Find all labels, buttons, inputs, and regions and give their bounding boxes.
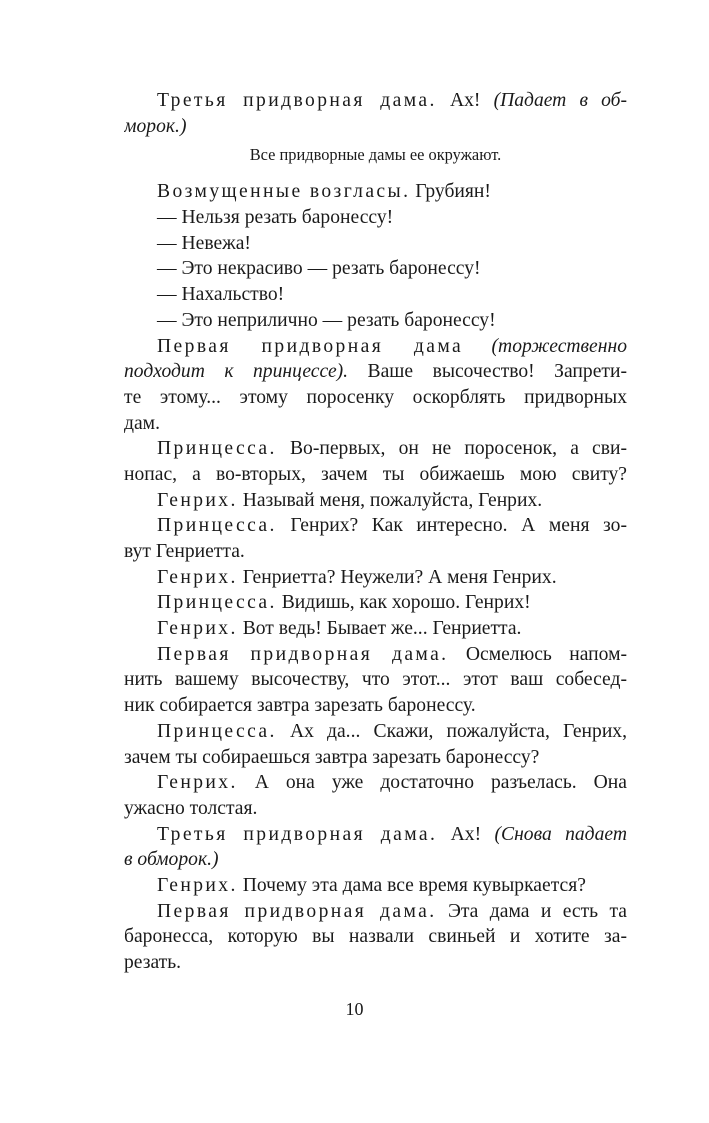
text-line [124,205,627,231]
line-text: Эта дама и есть та [436,900,627,922]
line-text: Ах! [436,90,494,111]
text-line [124,488,627,514]
speaker-name: Генрих. [157,874,238,896]
text-line [124,308,627,334]
spacer [124,171,627,179]
text-line [124,873,627,899]
speaker-name: Генрих. [157,489,238,511]
line-text: Почему эта дама все время кувыркается? [237,874,586,896]
line-text: — Это некрасиво — резать баронессу! [157,258,481,280]
line-text: резать. [124,952,182,973]
line-text [463,336,491,357]
text-line [124,539,627,565]
stage-remark: подходит к принцессе). [124,361,349,383]
line-text: нопас, а во-вторых, зачем ты обижаешь мою свиту? [124,463,627,485]
speaker-name: Третья придворная дама. [157,823,438,845]
speaker-name: Первая придворная дама. [157,643,449,665]
speaker-name: Генрих. [157,566,238,588]
line-text: Ах! [437,823,495,845]
line-text: Во-первых, он не поросенок, а сви- [276,438,627,460]
speaker-name: Принцесса. [157,515,277,537]
speaker-name: Принцесса. [157,438,277,460]
text-line [124,770,627,796]
text-line [124,565,627,591]
text-line [124,88,627,114]
speaker-name: Генрих. [157,618,238,640]
line-text: А она уже достаточно разъелась. Она [237,772,627,794]
stage-remark: (Падает в об- [493,90,627,111]
text-line [124,385,627,411]
speaker-name: Генрих. [157,772,238,794]
speaker-name: Принцесса. [157,720,277,742]
line-text: нить вашему высочеству, что этот... этот ваш собесед- [124,669,627,691]
stage-remark: морок.) [124,115,187,137]
text-line [124,359,627,385]
text-line [124,179,627,205]
text-line [124,256,627,282]
page-number: 10 [345,999,364,1019]
text-line [124,642,627,668]
line-text: — Нахальство! [157,284,285,306]
line-text: — Нельзя резать баронессу! [157,207,394,229]
speaker-name: Возмущенные возгласы. [157,181,411,203]
speaker-name: Принцесса. [157,592,277,614]
line-text: баронесса, которую вы назвали свиньей и хотите за- [124,926,627,948]
speaker-name: Первая придворная дама. [157,900,437,922]
text-line [124,847,627,873]
speaker-name: Третья придворная дама. [157,90,437,111]
line-text: — Это неприлично — резать баронессу! [157,309,496,331]
text-line [124,796,627,822]
text-line [124,513,627,539]
line-text: Вот ведь! Бывает же... Генриетта. [237,618,522,640]
speaker-name: Первая придворная дама [157,335,464,357]
stage-remark: в обморок.) [124,849,219,871]
text-line [124,719,627,745]
stage-remark: (Снова падает [494,823,627,845]
line-text: Называй меня, пожалуйста, Генрих. [237,489,543,511]
line-text: Видишь, как хорошо. Генрих! [276,592,531,614]
line-text: Генриетта? Неужели? А меня Генрих. [237,566,557,588]
line-text: Ах да... Скажи, пожалуйста, Генрих, [276,720,627,742]
text-line [124,667,627,693]
line-text: Осмелюсь напом- [448,643,627,665]
line-text: ужасно толстая. [124,797,258,819]
text-line [124,950,627,976]
text-line [124,745,627,771]
text-line [124,693,627,719]
text-line [124,590,627,616]
line-text: вут Генриетта. [124,541,245,562]
text-line [124,282,627,308]
line-text: Грубиян! [410,181,491,203]
text-line [124,231,627,257]
text-line [124,334,627,360]
line-text: Генрих? Как интересно. А меня зо- [276,515,627,537]
line-text: дам. [124,412,160,434]
text-line [124,114,627,140]
line-text: ник собирается завтра зарезать баронессу. [124,695,476,717]
text-line [124,436,627,462]
stage-direction [124,139,627,171]
text-line [124,411,627,437]
line-text: Все придворные дамы ее окружают. [249,145,502,165]
line-text: — Невежа! [157,232,251,254]
text-line [124,899,627,925]
text-line [124,924,627,950]
text-line [124,616,627,642]
line-text: те этому... этому поросенку оскорблять придворных [124,386,627,408]
line-text: зачем ты собираешься завтра зарезать баронессу? [124,746,540,768]
text-line [124,462,627,488]
stage-remark: (торжественно [491,335,627,357]
play-text [124,88,627,976]
text-line [124,822,627,848]
line-text: Ваше высочество! Запрети- [348,361,627,383]
